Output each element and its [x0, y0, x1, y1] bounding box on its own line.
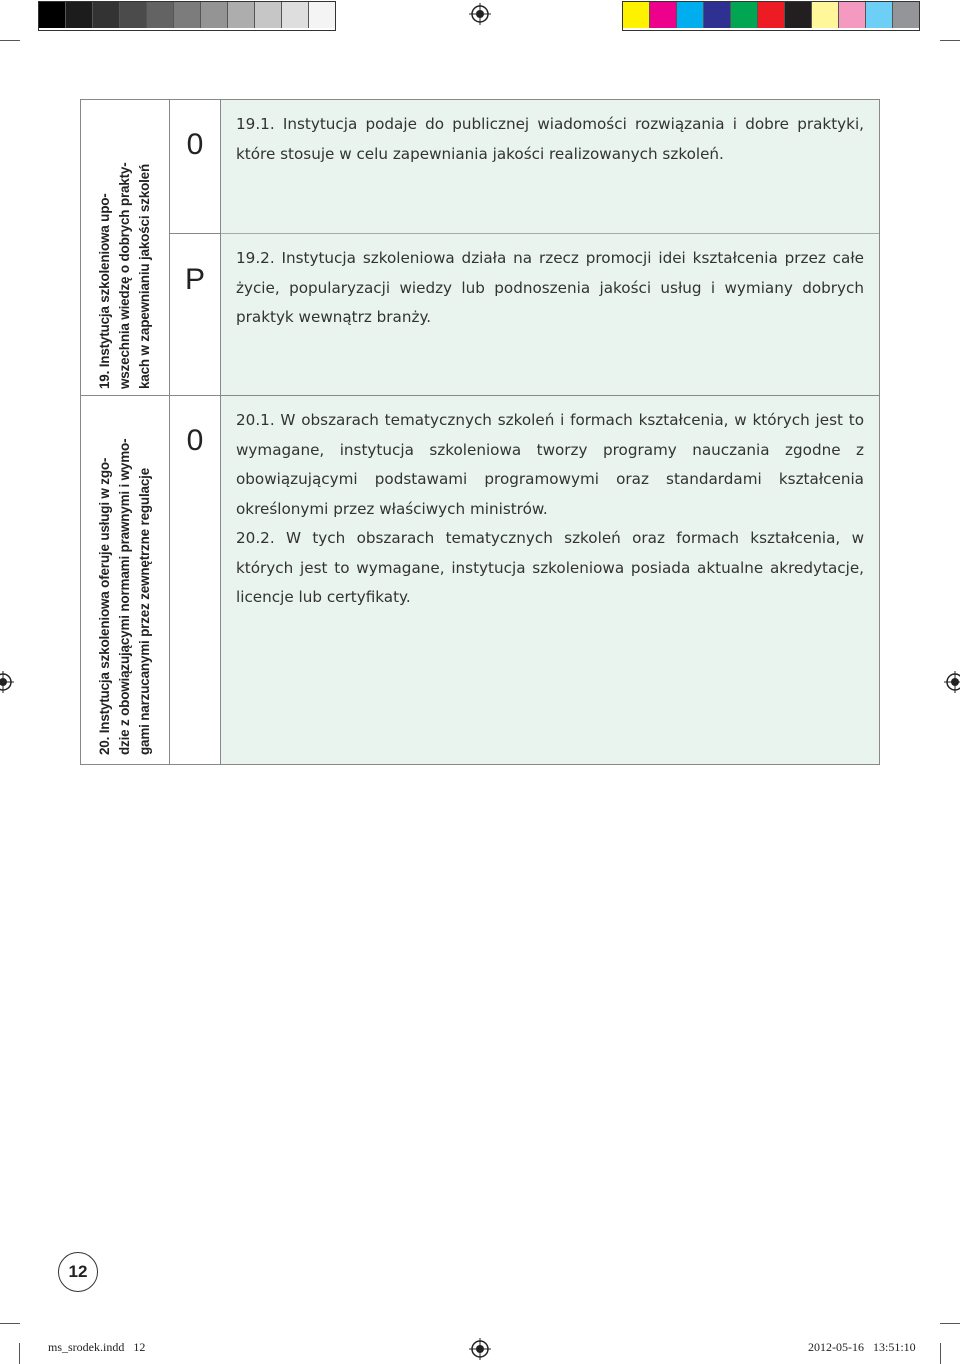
criterion-row-20: [81, 396, 879, 764]
color-swatch: [731, 2, 758, 28]
color-swatch: [704, 2, 731, 28]
registration-mark-icon: [944, 671, 960, 693]
color-swatch: [66, 2, 93, 28]
level-divider: [170, 233, 220, 234]
level-label: 0: [186, 128, 204, 161]
level-column: [170, 396, 221, 764]
color-swatch: [623, 2, 650, 28]
requirement-cell: [221, 396, 879, 764]
color-swatch: [309, 2, 335, 28]
color-swatch: [39, 2, 66, 28]
page-number: 12: [58, 1252, 98, 1292]
requirement-text: 19.2. Instytucja szkoleniowa działa na rzecz promocji idei kształcenia przez całe życie, popularyzacji wiedzy lub podnoszenia jakości usług i wymiany dobrych praktyk wewnątrz branży.: [236, 249, 864, 326]
criterion-title-line: wszechnia wiedzę o dobrych prakty-: [117, 161, 132, 389]
footer-file-name: ms_srodek.indd 12: [48, 1340, 146, 1354]
color-swatch: [677, 2, 704, 28]
criterion-title-line: gami narzucanymi przez zewnętrzne regulacje: [137, 468, 152, 755]
level-column: [170, 100, 221, 395]
color-swatch: [866, 2, 893, 28]
requirement-cell: [221, 234, 879, 395]
registration-mark-icon: [0, 671, 14, 693]
crop-mark: [0, 40, 20, 41]
criterion-cell: [81, 396, 170, 764]
criterion-title-line: kach w zapewnianiu jakości szkoleń: [137, 163, 152, 389]
color-swatch: [893, 2, 919, 28]
criterion-title: [95, 107, 155, 389]
color-swatch: [839, 2, 866, 28]
crop-mark: [940, 1323, 960, 1324]
requirement-text: 19.1. Instytucja podaje do publicznej wiadomości rozwiązania i dobre praktyki, które stosuje w celu zapewniania jakości realizowanych szkoleń.: [236, 115, 864, 163]
registration-mark-icon: [469, 1338, 491, 1360]
criterion-row-19: [81, 100, 879, 396]
crop-mark: [940, 1343, 941, 1364]
requirements-column: [221, 396, 879, 764]
criterion-title-line: 19. Instytucja szkoleniowa upo-: [97, 192, 112, 389]
criterion-cell: [81, 100, 170, 395]
criterion-title-line: 20. Instytucja szkoleniowa oferuje usługi w zgo-: [97, 457, 112, 755]
criterion-title-line: dzie z obowiązującymi normami prawnymi i wymo-: [117, 438, 132, 755]
color-swatch: [201, 2, 228, 28]
color-swatch: [282, 2, 309, 28]
level-label: 0: [186, 424, 204, 457]
color-swatch: [812, 2, 839, 28]
process-color-bar: [622, 1, 920, 31]
grayscale-color-bar: [38, 1, 336, 31]
requirement-text: 20.1. W obszarach tematycznych szkoleń i formach kształcenia, w których jest to wymagane, instytucja szkoleniowa tworzy programy nauczania zgodne z obowiązującymi podstawami programowymi oraz standardami kształcenia określonymi przez właściwych ministrów.: [236, 411, 864, 518]
color-swatch: [228, 2, 255, 28]
requirement-text: 20.2. W tych obszarach tematycznych szkoleń oraz formach kształcenia, w których jest to wymagane, instytucja szkoleniowa posiada aktualne akredytacje, licencje lub certyfikaty.: [236, 529, 864, 606]
color-swatch: [147, 2, 174, 28]
crop-mark: [940, 40, 960, 41]
color-swatch: [758, 2, 785, 28]
registration-mark-icon: [469, 3, 491, 25]
color-swatch: [120, 2, 147, 28]
criterion-title: [95, 405, 155, 755]
crop-mark: [0, 1323, 20, 1324]
requirement-cell: [221, 100, 879, 233]
criteria-table: [80, 99, 880, 765]
color-swatch: [785, 2, 812, 28]
color-swatch: [255, 2, 282, 28]
requirements-column: [221, 100, 879, 395]
footer-timestamp: 2012-05-16 13:51:10: [808, 1340, 916, 1354]
level-label: P: [184, 263, 205, 296]
color-swatch: [174, 2, 201, 28]
color-swatch: [650, 2, 677, 28]
color-swatch: [93, 2, 120, 28]
crop-mark: [19, 1343, 20, 1364]
